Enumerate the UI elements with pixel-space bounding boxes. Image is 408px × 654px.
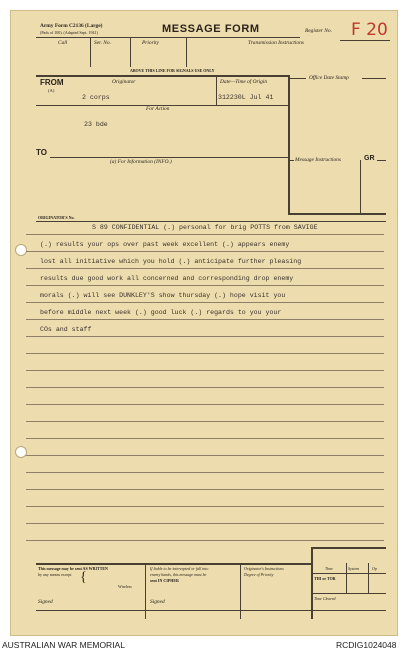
sent-as-written-label: This message may be sent AS WRITTEN — [38, 566, 108, 571]
cipher-note-2: enemy hands, this message must be — [150, 572, 207, 577]
dto-value: 312230L Jul 41 — [218, 94, 274, 101]
ruled-line — [26, 489, 384, 490]
message-line-4: results due good work all concerned and corresponding drop enemy — [40, 275, 294, 282]
footer-right-text: RCDIG1024048 — [336, 640, 397, 650]
ruled-line — [26, 336, 384, 337]
ruled-line — [26, 523, 384, 524]
wireless-label: Wireless — [118, 584, 132, 589]
ruled-line — [26, 506, 384, 507]
footer-left-text: AUSTRALIAN WAR MEMORIAL — [2, 640, 125, 650]
register-label: Register No. — [305, 28, 332, 34]
for-action-label: For Action — [146, 106, 170, 112]
from-sub-label: (A) — [48, 88, 55, 93]
message-line-6: before middle next week (.) good luck (.) regards to you your — [40, 309, 282, 316]
ruled-line — [26, 268, 384, 269]
message-instructions-label: Message Instructions — [295, 157, 341, 163]
op-label: Op — [372, 566, 377, 571]
ruled-line — [26, 404, 384, 405]
bottom-box-top — [36, 563, 312, 565]
header-top-rule — [36, 37, 300, 38]
army-form-label: Army Form C2136 (Large) — [40, 23, 103, 29]
header-div-2 — [130, 37, 131, 67]
system-divider — [346, 563, 347, 593]
register-underline — [340, 40, 390, 41]
ruled-line — [26, 455, 384, 456]
for-action-value: 23 bde — [84, 121, 108, 128]
punch-hole-bottom — [15, 446, 27, 458]
cipher-note-3: sent IN CIPHER — [150, 578, 179, 583]
register-number: F 20 — [351, 20, 388, 40]
office-stamp-rule-right — [362, 78, 386, 79]
from-box-right — [288, 75, 290, 215]
time-cleared-label: Time Cleared — [314, 596, 336, 601]
signed-label-left: Signed — [38, 599, 53, 605]
from-box-top — [36, 75, 290, 77]
msg-instr-rule-left — [290, 160, 294, 161]
gr-label: GR — [364, 155, 375, 162]
gr-divider — [360, 160, 361, 214]
gr-rule — [377, 160, 386, 161]
ruled-line — [26, 353, 384, 354]
ruled-line — [26, 302, 384, 303]
time-box-left — [311, 547, 313, 619]
ser-no-label: Ser. No. — [94, 40, 111, 46]
punch-hole-top — [15, 244, 27, 256]
ruled-line — [26, 540, 384, 541]
call-label: Call — [58, 40, 68, 46]
header-div-1 — [90, 37, 91, 67]
originators-no-label: ORIGINATOR'S No. — [38, 215, 75, 220]
office-stamp-rule-left — [290, 78, 306, 79]
army-form-sub: (Pads of 100). (Adapted Sept. 1941) — [40, 30, 98, 35]
ruled-line — [26, 421, 384, 422]
form-title: MESSAGE FORM — [162, 23, 260, 35]
time-label: Time — [325, 566, 333, 571]
ruled-line — [26, 319, 384, 320]
time-header-rule — [312, 573, 386, 574]
above-line-note: ABOVE THIS LINE FOR SIGNALS USE ONLY — [130, 68, 215, 73]
priority-label: Priority — [142, 40, 160, 46]
bottom-box-bottom — [36, 610, 386, 611]
to-rule — [50, 157, 288, 158]
to-label: TO — [36, 148, 47, 157]
info-label: (a) For Information (INFO.) — [110, 159, 172, 165]
ruled-line — [26, 472, 384, 473]
message-line-5: morals (.) will see DUNKLEY'S show thursday (.) hope visit you — [40, 292, 286, 299]
op-divider — [368, 563, 369, 593]
time-cleared-rule — [312, 593, 386, 594]
message-line-3: lost all initiative which you hold (.) anticipate further pleasing — [40, 258, 302, 265]
archive-footer — [0, 636, 408, 654]
thi-tor-label: THI or TOR — [314, 576, 336, 581]
dto-divider — [216, 75, 217, 105]
transmission-label: Transmission Instructions — [248, 40, 304, 46]
originator-instructions-label: Originator's Instructions — [244, 566, 284, 571]
ruled-line — [26, 251, 384, 252]
system-label: System — [348, 566, 360, 571]
any-means-label: by any means except — [38, 572, 72, 577]
ruled-line — [26, 438, 384, 439]
date-time-origin-label: Date—Time of Origin — [220, 79, 268, 85]
message-line-1: S 89 CONFIDENTIAL (.) personal for brig POTTS from SAVIGE — [92, 224, 318, 231]
body-top-rule — [36, 221, 386, 222]
signed-label-middle: Signed — [150, 599, 165, 605]
degree-priority-label: Degree of Priority — [244, 572, 274, 577]
from-label: FROM — [40, 78, 64, 87]
message-line-2: (.) results your ops over past week excellent (.) appears enemy — [40, 241, 290, 248]
time-box-top — [312, 547, 386, 549]
from-box-bottom — [288, 213, 386, 215]
message-line-7: COs and staff — [40, 326, 92, 333]
office-date-stamp-label: Office Date Stamp — [309, 75, 349, 81]
ruled-line — [26, 370, 384, 371]
cipher-note-1: If liable to be intercepted or fall into — [150, 566, 209, 571]
originator-label: Originator — [112, 79, 136, 85]
ruled-line — [26, 285, 384, 286]
brace-left: { — [80, 570, 87, 585]
message-form-sheet — [10, 10, 398, 636]
originator-value: 2 corps — [82, 94, 110, 101]
header-div-3 — [186, 37, 187, 67]
ruled-line — [26, 387, 384, 388]
ruled-line — [26, 234, 384, 235]
